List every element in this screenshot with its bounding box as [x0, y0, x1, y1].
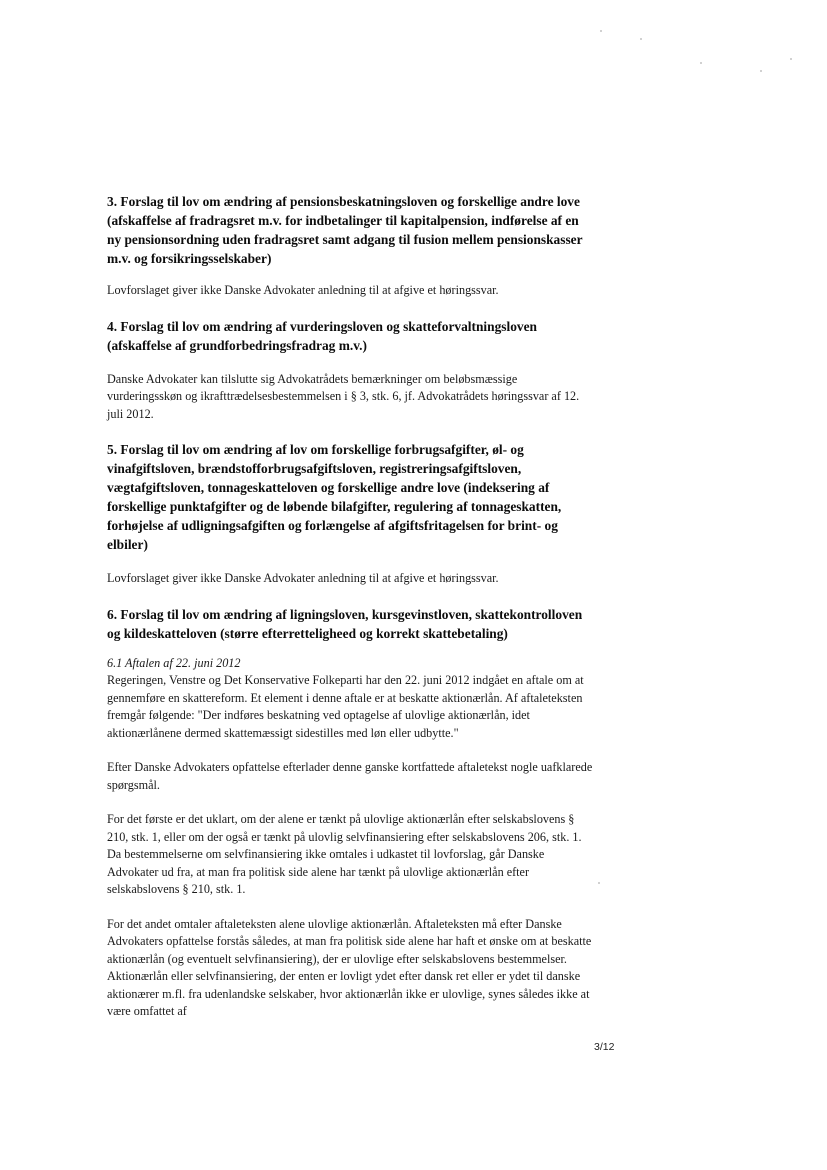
section-5-heading: 5. Forslag til lov om ændring af lov om forskellige forbrugsafgifter, øl- og vinafgiftsloven, brændstofforbrugsafgiftsloven, registreringsafgiftsloven, vægtafgiftsloven, tonnageskatteloven og forskellige andre love (indeksering af forskellige punktafgifter og de løbende bilafgifter, regulering af tonnageskatten, forhøjelse af udligningsafgiften og forlængelse af afgiftsfritagelsen for brint- og elbiler)	[107, 442, 562, 552]
scan-speck	[598, 882, 600, 884]
section-4-paragraph: Danske Advokater kan tilslutte sig Advokatrådets bemærkninger om beløbsmæssige vurderingsskøn og ikrafttrædelsesbestemmelsen i § 3, stk. 6, jf. Advokatrådets høringssvar af 12. juli 2012.	[107, 371, 580, 421]
section-5-paragraph: Lovforslaget giver ikke Danske Advokater anledning til at afgive et høringssvar.	[107, 571, 499, 585]
section-6-paragraph-2: Efter Danske Advokaters opfattelse efterlader denne ganske kortfattede aftaletekst nogle uafklarede spørgsmål.	[107, 760, 593, 792]
section-4-heading: 4. Forslag til lov om ændring af vurderingsloven og skatteforvaltningsloven (afskaffelse af grundforbedringsfradrag m.v.)	[107, 318, 537, 353]
section-6-paragraph-4: For det andet omtaler aftaleteksten alene ulovlige aktionærlån. Aftaleteksten må efter Danske Advokaters opfattelse forstås således, at man fra politisk side alene har haft et ønske om at beskatte aktionærlån (og eventuelt selvfinansiering), der er ulovlige efter selskabslovens bestemmelser. Aktionærlån eller selvfinansiering, der enten er lovligt ydet efter dansk ret eller er ydet til danske aktionærer m.fl. fra udenlandske selskaber, hvor aktionærlån ikke er ulovlige, synes således ikke at være omfattet af	[107, 916, 592, 1018]
section-6-paragraph-3: For det første er det uklart, om der alene er tænkt på ulovlige aktionærlån efter selskabslovens § 210, stk. 1, eller om der også er tænkt på ulovlig selvfinansiering efter selskabslovens 206, stk. 1. Da bestemmelserne om selvfinansiering ikke omtales i udkastet til lovforslag, går Danske Advokater ud fra, at man fra politisk side alene har tænkt på ulovlige aktionærlån efter selskabslovens § 210, stk. 1.	[107, 812, 582, 896]
scan-speck	[760, 70, 762, 72]
scan-speck	[700, 62, 702, 64]
section-6-heading: 6. Forslag til lov om ændring af ligningsloven, kursgevinstloven, skattekontrolloven og kildeskatteloven (større efterretteligheed og korrekt skattebetaling)	[107, 606, 583, 641]
scan-speck	[790, 58, 792, 60]
section-3-paragraph: Lovforslaget giver ikke Danske Advokater anledning til at afgive et høringssvar.	[107, 283, 499, 297]
section-6-paragraph-1: Regeringen, Venstre og Det Konservative Folkeparti har den 22. juni 2012 indgået en aftale om at gennemføre en skattereform. Et element i denne aftale er at beskatte aktionærlån. Af aftaleteksten fremgår følgende: "Der indføres beskatning ved optagelse af ulovlige aktionærlån, idet aktionærlånene dermed skattemæssigt sidestilles med løn eller udbytte."	[107, 673, 584, 740]
section-6-1-subheading: 6.1 Aftalen af 22. juni 2012	[107, 655, 241, 670]
document-body	[107, 192, 593, 1038]
scan-speck	[640, 38, 642, 40]
page-number: 3/12	[594, 1041, 615, 1053]
section-3-heading: 3. Forslag til lov om ændring af pensionsbeskatningsloven og forskellige andre love (afskaffelse af fradragsret m.v. for indbetalinger til kapitalpension, indførelse af en ny pensionsordning uden fradragsret samt adgang til fusion mellem pensionskasser m.v. og forsikringsselskaber)	[107, 194, 583, 266]
scan-speck	[600, 30, 602, 32]
